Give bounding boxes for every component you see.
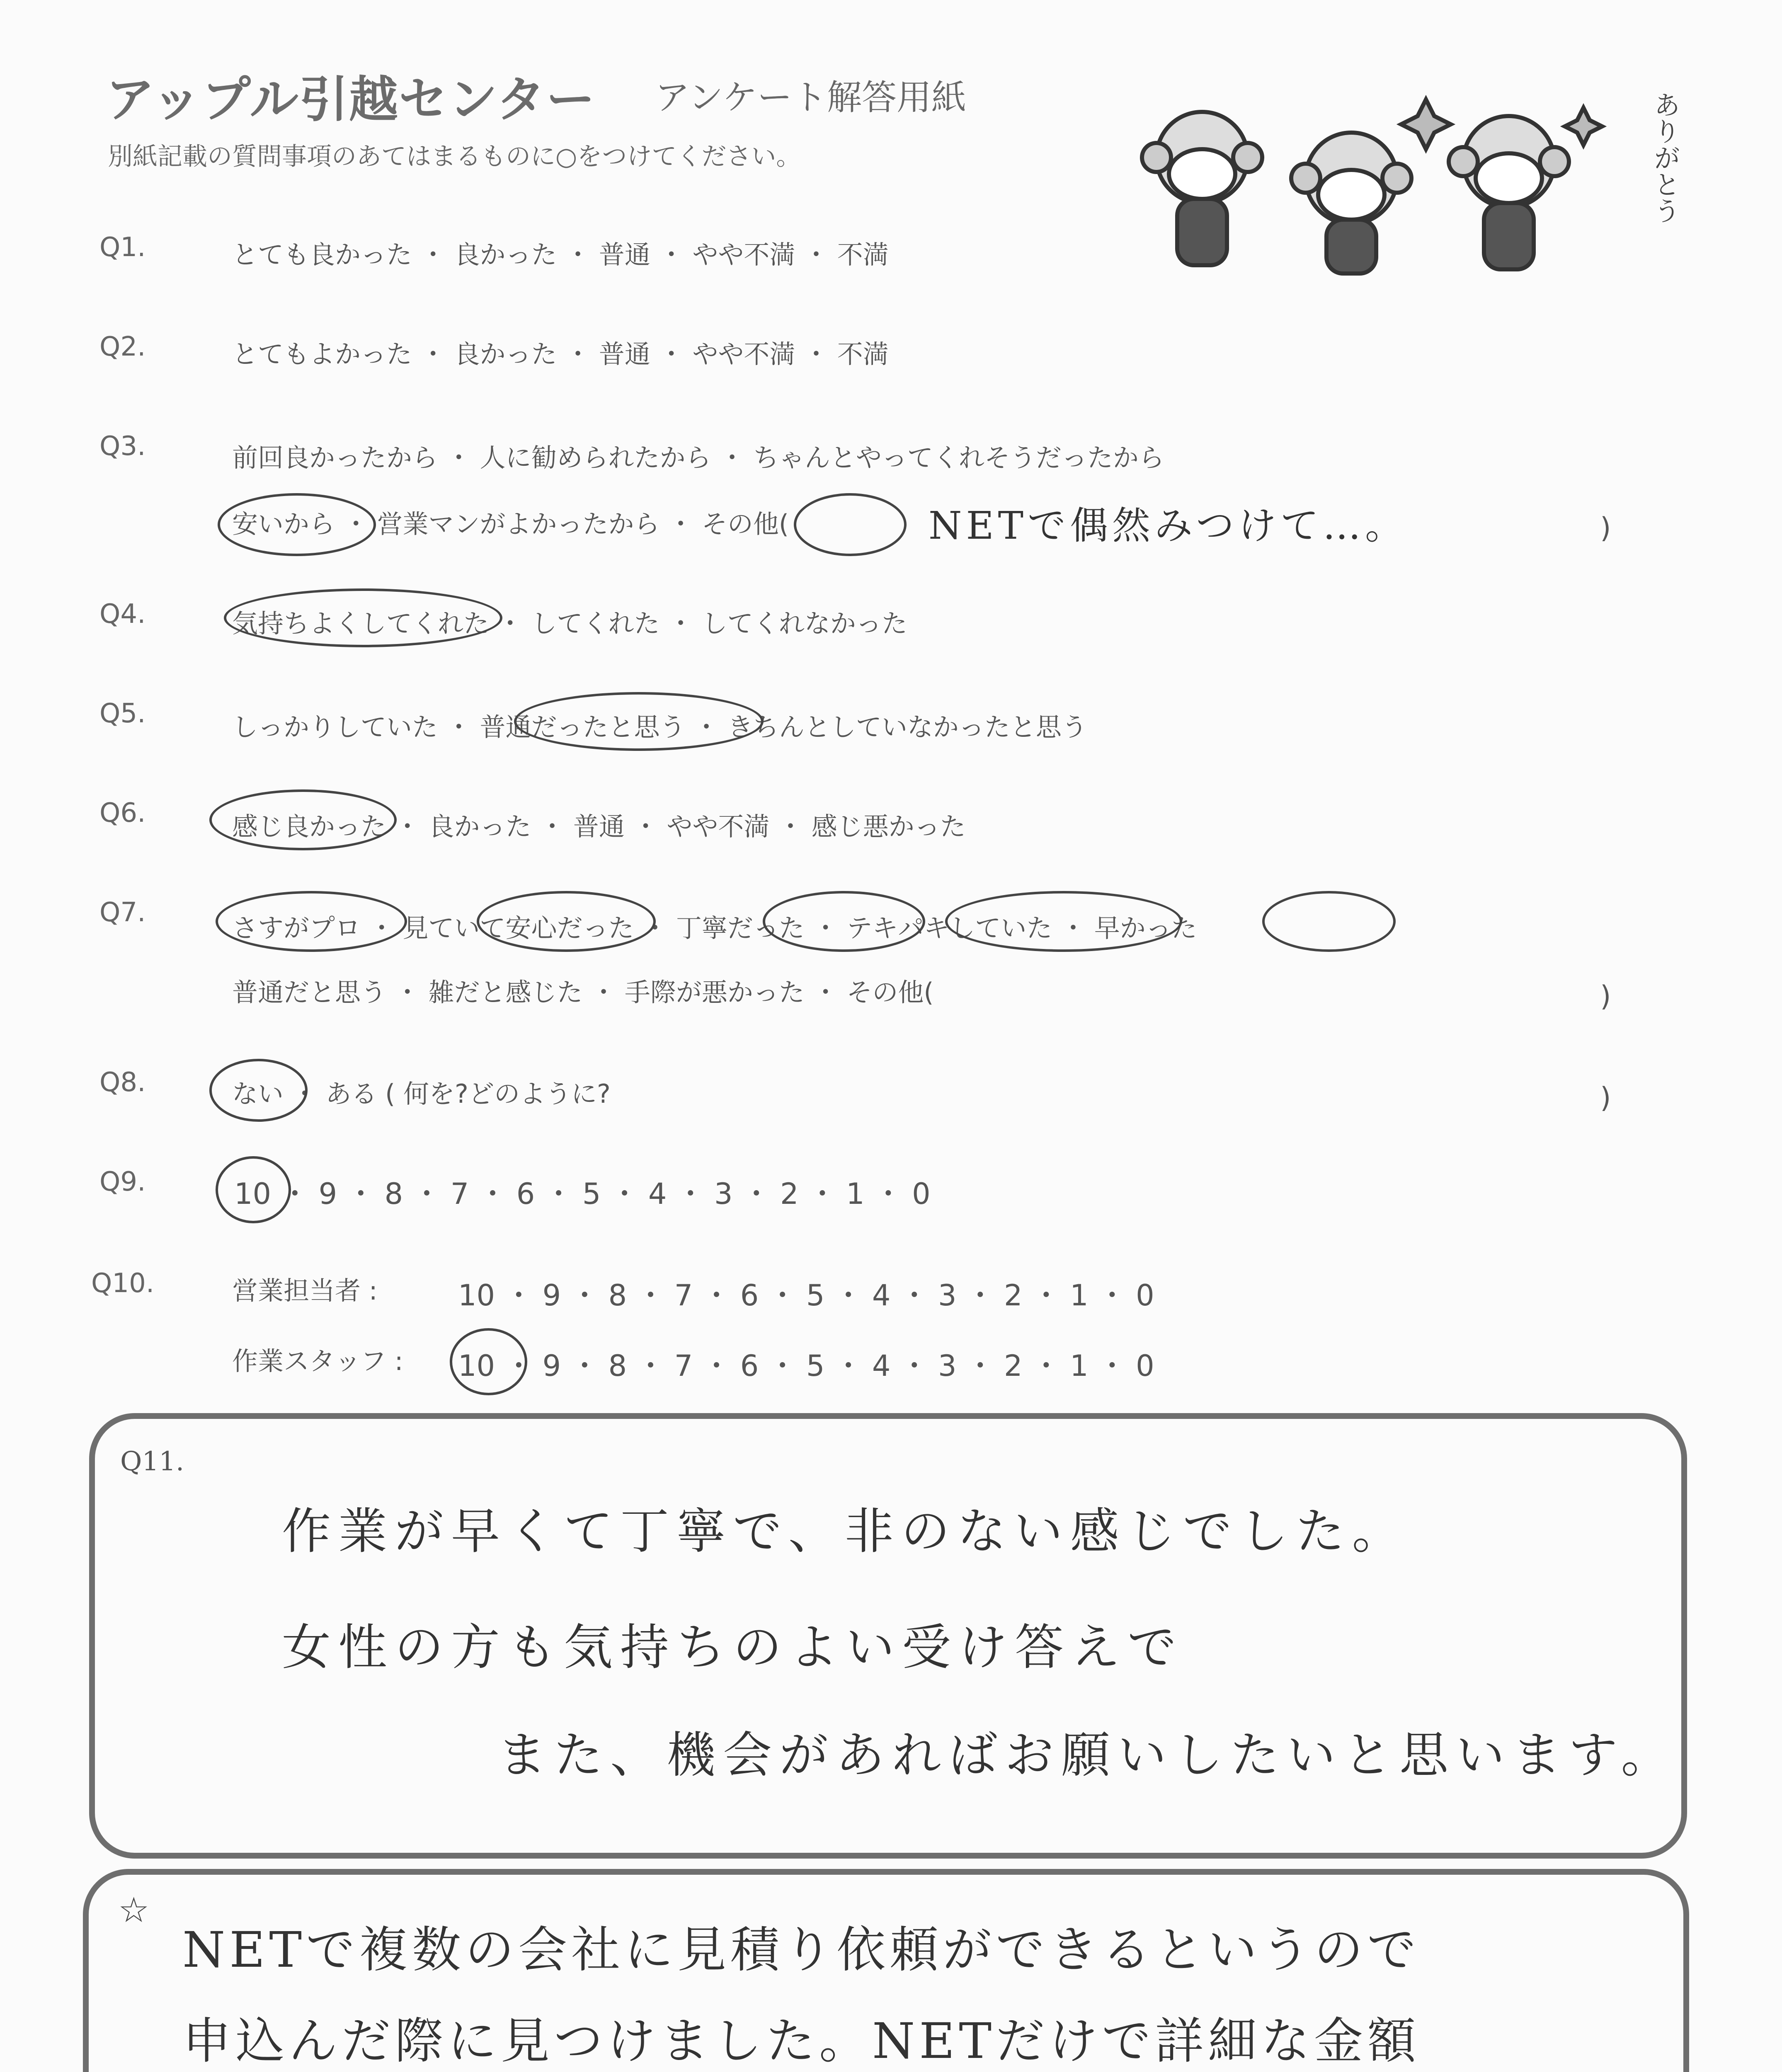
q11-handwriting-line: また、機会があればお願いしたいと思います。 xyxy=(497,1726,1678,1784)
q2-label: Q2. xyxy=(99,332,146,362)
q7-option[interactable]: その他( xyxy=(846,977,934,1007)
q5-label: Q5. xyxy=(99,698,146,729)
q8-option[interactable]: ない xyxy=(232,1079,284,1109)
q10-score[interactable]: 9 xyxy=(542,1349,561,1383)
q7-answer-circle xyxy=(945,891,1182,952)
q10-score[interactable]: 9 xyxy=(542,1278,561,1312)
q2-option[interactable]: 普通 xyxy=(599,339,650,369)
q4-option[interactable]: してくれなかった xyxy=(701,608,907,639)
q10-score[interactable]: 3 xyxy=(938,1278,957,1312)
q7-option[interactable]: 見ていて安心だった xyxy=(402,913,634,943)
q10-sales-name: 営業担当者 : xyxy=(232,1276,378,1306)
q6-options: 感じ良かった ・ 良かった ・ 普通 ・ やや不満 ・ 感じ悪かった xyxy=(232,811,966,842)
mascot-monkeys-illustration xyxy=(1136,75,1691,290)
q4-answer-circle xyxy=(224,588,502,647)
q3-option[interactable]: 安いから xyxy=(232,509,335,539)
q3-option[interactable]: ちゃんとやってくれそうだったから xyxy=(753,443,1164,473)
q9-label: Q9. xyxy=(99,1167,146,1197)
q4-label: Q4. xyxy=(99,599,146,629)
q8-label: Q8. xyxy=(99,1067,146,1098)
q10-score[interactable]: 8 xyxy=(608,1278,627,1312)
q7-option[interactable]: 早かった xyxy=(1094,913,1197,943)
q10-score[interactable]: 10 xyxy=(458,1349,495,1383)
q10-score[interactable]: 1 xyxy=(1070,1349,1089,1383)
q9-score[interactable]: 5 xyxy=(582,1177,601,1211)
q9-score[interactable]: 7 xyxy=(450,1177,469,1211)
q2-option[interactable]: とてもよかった xyxy=(232,339,412,369)
q10-score[interactable]: 1 xyxy=(1070,1278,1089,1312)
q4-option[interactable]: 気持ちよくしてくれた xyxy=(232,608,490,639)
q5-options: しっかりしていた ・ 普通だったと思う ・ きちんとしていなかったと思う xyxy=(232,712,1087,742)
q7-option[interactable]: 手際が悪かった xyxy=(624,977,805,1007)
q7-answer-circle xyxy=(216,891,407,952)
q11-handwriting-line: 女性の方も気持ちのよい受け答えで xyxy=(282,1619,1184,1676)
q10-sales-scores: 10 ・ 9 ・ 8 ・ 7 ・ 6 ・ 5 ・ 4 ・ 3 ・ 2 ・ 1 ・ 0 xyxy=(458,1278,1154,1312)
q3-line1: 前回良かったから ・ 人に勧められたから ・ ちゃんとやってくれそうだったから xyxy=(232,443,1164,473)
q10-score[interactable]: 10 xyxy=(458,1278,495,1312)
q1-options: とても良かった ・ 良かった ・ 普通 ・ やや不満 ・ 不満 xyxy=(232,240,889,270)
q1-option[interactable]: やや不満 xyxy=(692,240,795,270)
q7-option[interactable]: 丁寧だった xyxy=(676,913,805,943)
q10-score[interactable]: 8 xyxy=(608,1349,627,1383)
q7-option[interactable]: 普通だと思う xyxy=(232,977,387,1007)
q4-option[interactable]: してくれた xyxy=(531,608,660,639)
q2-option[interactable]: 不満 xyxy=(837,339,889,369)
q10-score[interactable]: 6 xyxy=(740,1278,759,1312)
q10-label: Q10. xyxy=(91,1268,155,1299)
q3-close-paren: ) xyxy=(1600,512,1611,545)
q9-score[interactable]: 4 xyxy=(648,1177,667,1211)
instruction-text: 別紙記載の質問事項のあてはまるものに○をつけてください。 xyxy=(108,142,801,171)
q1-option[interactable]: 良かった xyxy=(454,240,557,270)
star-icon: ☆ xyxy=(118,1890,150,1930)
q6-option[interactable]: 感じ良かった xyxy=(232,811,387,842)
star-handwriting-line: NETで複数の会社に見積り依頼ができるというので xyxy=(182,1921,1421,1978)
q2-option[interactable]: 良かった xyxy=(454,339,557,369)
q5-option[interactable]: しっかりしていた xyxy=(232,712,438,742)
q9-score[interactable]: 8 xyxy=(384,1177,403,1211)
q6-option[interactable]: 感じ悪かった xyxy=(811,811,966,842)
q8-option[interactable]: ある ( 何を?どのように? xyxy=(325,1079,611,1109)
q10-score[interactable]: 7 xyxy=(674,1278,693,1312)
q11-label: Q11. xyxy=(120,1446,184,1477)
q1-option[interactable]: とても良かった xyxy=(232,240,412,270)
form-subtitle: アンケート解答用紙 xyxy=(655,77,966,118)
q9-score[interactable]: 9 xyxy=(318,1177,337,1211)
q1-option[interactable]: 不満 xyxy=(837,240,889,270)
q3-other-handwriting: NETで偶然みつけて…。 xyxy=(929,503,1408,548)
q7-line2: 普通だと思う ・ 雑だと感じた ・ 手際が悪かった ・ その他( xyxy=(232,977,934,1007)
q6-option[interactable]: やや不満 xyxy=(667,811,770,842)
q2-options: とてもよかった ・ 良かった ・ 普通 ・ やや不満 ・ 不満 xyxy=(232,339,889,369)
q3-option[interactable]: 営業マンがよかったから xyxy=(377,509,660,539)
q7-option[interactable]: さすがプロ xyxy=(232,913,361,943)
q10-score[interactable]: 4 xyxy=(872,1349,891,1383)
q3-option[interactable]: 前回良かったから xyxy=(232,443,438,473)
q10-score[interactable]: 5 xyxy=(806,1278,825,1312)
q10-score[interactable]: 4 xyxy=(872,1278,891,1312)
q8-options: ない ・ ある ( 何を?どのように? xyxy=(232,1079,611,1109)
q10-staff-scores: 10 ・ 9 ・ 8 ・ 7 ・ 6 ・ 5 ・ 4 ・ 3 ・ 2 ・ 1 ・ 0 xyxy=(458,1349,1154,1383)
q5-option[interactable]: きちんとしていなかったと思う xyxy=(727,712,1087,742)
q7-option[interactable]: テキパキしていた xyxy=(846,913,1052,943)
q6-answer-circle xyxy=(209,789,397,850)
q8-close-paren: ) xyxy=(1600,1082,1611,1114)
q7-label: Q7. xyxy=(99,897,146,928)
q10-score[interactable]: 7 xyxy=(674,1349,693,1383)
q10-score[interactable]: 3 xyxy=(938,1349,957,1383)
q6-option[interactable]: 普通 xyxy=(573,811,625,842)
q10-score[interactable]: 5 xyxy=(806,1349,825,1383)
q1-option[interactable]: 普通 xyxy=(599,240,650,270)
q2-option[interactable]: やや不満 xyxy=(692,339,795,369)
q9-score[interactable]: 10 xyxy=(234,1177,272,1211)
company-title: アップル引越センター xyxy=(106,71,596,128)
q9-score[interactable]: 0 xyxy=(912,1177,931,1211)
q3-option[interactable]: その他( xyxy=(701,509,789,539)
q10-score[interactable]: 0 xyxy=(1136,1278,1154,1312)
q9-score[interactable]: 3 xyxy=(714,1177,733,1211)
q9-score[interactable]: 6 xyxy=(516,1177,535,1211)
q9-score[interactable]: 2 xyxy=(780,1177,799,1211)
q9-scores: 10 ・ 9 ・ 8 ・ 7 ・ 6 ・ 5 ・ 4 ・ 3 ・ 2 ・ 1 ・ 0 xyxy=(234,1177,931,1211)
q3-other-circle xyxy=(794,493,907,556)
q7-close-paren: ) xyxy=(1600,980,1611,1013)
q6-option[interactable]: 良かった xyxy=(428,811,531,842)
q3-line2: 安いから ・ 営業マンがよかったから ・ その他( xyxy=(232,509,789,539)
q10-score[interactable]: 0 xyxy=(1136,1349,1154,1383)
q7-answer-circle xyxy=(477,891,656,952)
q11-handwriting-line: 作業が早くて丁寧で、非のない感じでした。 xyxy=(282,1503,1409,1560)
q10-score[interactable]: 2 xyxy=(1004,1278,1023,1312)
q10-score[interactable]: 6 xyxy=(740,1349,759,1383)
q5-answer-circle xyxy=(514,692,764,751)
q9-score[interactable]: 1 xyxy=(846,1177,865,1211)
star-handwriting-line: 申込んだ際に見つけました。NETだけで詳細な金額 xyxy=(182,2012,1421,2070)
q7-line1: さすがプロ ・ 見ていて安心だった ・ 丁寧だった ・ テキパキしていた ・ 早かった xyxy=(232,913,1197,943)
thanks-text: ありがとう xyxy=(1649,91,1680,224)
q3-answer-circle xyxy=(218,493,376,556)
q10-answer-circle xyxy=(450,1328,527,1395)
q3-option[interactable]: 人に勧められたから xyxy=(480,443,711,473)
q7-answer-circle xyxy=(763,891,925,952)
q3-label: Q3. xyxy=(99,431,146,462)
q6-label: Q6. xyxy=(99,798,146,828)
q9-answer-circle xyxy=(216,1156,291,1223)
q10-score[interactable]: 2 xyxy=(1004,1349,1023,1383)
q10-staff-name: 作業スタッフ : xyxy=(232,1346,403,1376)
q8-answer-circle xyxy=(209,1059,308,1122)
q4-options: 気持ちよくしてくれた ・ してくれた ・ してくれなかった xyxy=(232,608,907,639)
q1-label: Q1. xyxy=(99,232,146,263)
q7-option[interactable]: 雑だと感じた xyxy=(428,977,583,1007)
q7-answer-circle xyxy=(1262,891,1396,952)
q5-option[interactable]: 普通だったと思う xyxy=(480,712,686,742)
